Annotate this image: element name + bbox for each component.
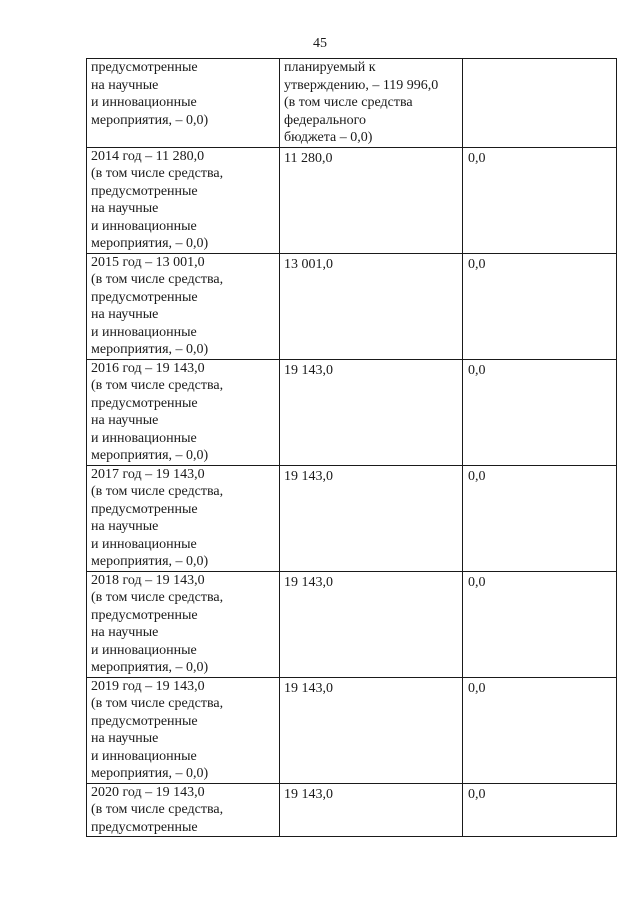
cell-text-line: на научные <box>91 731 159 746</box>
cell-text-line: 2019 год – 19 143,0 <box>91 678 205 694</box>
cell-text-line: (в том числе средства, <box>91 484 224 499</box>
cell-text-line: мероприятия, – 0,0) <box>91 342 209 357</box>
federal-budget-cell <box>463 677 617 783</box>
period-description-cell <box>87 677 280 783</box>
cell-text-line: мероприятия, – 0,0) <box>91 766 209 781</box>
amount-cell <box>280 253 463 359</box>
cell-text-line: 19 143,0 <box>284 680 333 696</box>
cell-text-line: (в том числе средства, <box>91 378 224 393</box>
cell-text-line: и инновационные <box>91 536 197 552</box>
cell-text-line: предусмотренные <box>91 395 198 411</box>
cell-text-line: мероприятия, – 0,0) <box>91 554 209 569</box>
cell-text-line: 2017 год – 19 143,0 <box>91 466 205 482</box>
cell-text-line: на научные <box>91 519 159 534</box>
cell-text-line: и инновационные <box>91 95 197 110</box>
cell-text-line: (в том числе средства <box>284 95 413 110</box>
cell-value: 0,0 <box>468 786 486 802</box>
cell-text-line: мероприятия, – 0,0) <box>91 660 209 675</box>
cell-text-line: (в том числе средства, <box>91 802 224 817</box>
cell-text-line: 11 280,0 <box>284 150 333 166</box>
period-description-cell <box>87 465 280 571</box>
federal-budget-cell <box>463 253 617 359</box>
cell-text-line: 13 001,0 <box>284 256 333 272</box>
cell-text-line: предусмотренные <box>91 60 198 75</box>
cell-text-line: на научные <box>91 413 159 428</box>
cell-text-line: планируемый к <box>284 60 376 75</box>
amount-cell <box>280 59 463 148</box>
cell-text-line: (в том числе средства, <box>91 590 224 605</box>
table-row <box>87 147 617 253</box>
cell-text-line: мероприятия, – 0,0) <box>91 236 209 251</box>
federal-budget-cell <box>463 571 617 677</box>
cell-text-line: и инновационные <box>91 430 197 446</box>
cell-text-line: 2016 год – 19 143,0 <box>91 360 205 376</box>
cell-text-line: и инновационные <box>91 324 197 340</box>
cell-text-line: федерального <box>284 112 367 128</box>
table-row <box>87 59 617 148</box>
table-row <box>87 253 617 359</box>
table-row <box>87 359 617 465</box>
page-number: 45 <box>313 36 327 51</box>
cell-text-line: и инновационные <box>91 748 197 764</box>
table-row <box>87 571 617 677</box>
amount-cell <box>280 677 463 783</box>
cell-text-line: 19 143,0 <box>284 362 333 378</box>
cell-text-line: 2015 год – 13 001,0 <box>91 254 205 270</box>
cell-text-line: предусмотренные <box>91 607 198 623</box>
cell-text-line: бюджета – 0,0) <box>284 130 373 145</box>
cell-text-line: 19 143,0 <box>284 574 333 590</box>
cell-text-line: 19 143,0 <box>284 786 333 802</box>
period-description-cell <box>87 571 280 677</box>
amount-cell <box>280 359 463 465</box>
cell-value: 0,0 <box>468 150 486 166</box>
cell-text-line: (в том числе средства, <box>91 272 224 287</box>
cell-value: 0,0 <box>468 574 486 590</box>
cell-text-line: на научные <box>91 201 159 216</box>
cell-text-line: и инновационные <box>91 218 197 234</box>
cell-text-line: предусмотренные <box>91 713 198 729</box>
federal-budget-cell <box>463 465 617 571</box>
cell-text-line: и инновационные <box>91 642 197 658</box>
cell-text-line: на научные <box>91 307 159 322</box>
cell-text-line: (в том числе средства, <box>91 696 224 711</box>
cell-text-line: (в том числе средства, <box>91 166 224 181</box>
federal-budget-cell <box>463 59 617 148</box>
federal-budget-cell <box>463 783 617 837</box>
period-description-cell <box>87 783 280 837</box>
amount-cell <box>280 465 463 571</box>
cell-text-line: предусмотренные <box>91 501 198 517</box>
cell-text-line: 2014 год – 11 280,0 <box>91 148 205 164</box>
cell-text-line: предусмотренные <box>91 289 198 305</box>
cell-text-line: 2018 год – 19 143,0 <box>91 572 205 588</box>
amount-cell <box>280 783 463 837</box>
cell-value: 0,0 <box>468 680 486 696</box>
period-description-cell <box>87 59 280 148</box>
cell-text-line: мероприятия, – 0,0) <box>91 112 209 128</box>
federal-budget-cell <box>463 147 617 253</box>
cell-text-line: на научные <box>91 77 159 93</box>
federal-budget-cell <box>463 359 617 465</box>
cell-text-line: утверждению, – 119 996,0 <box>284 77 439 93</box>
period-description-cell <box>87 253 280 359</box>
cell-value: 0,0 <box>468 256 486 272</box>
cell-value: 0,0 <box>468 362 486 378</box>
table-row <box>87 677 617 783</box>
cell-value: 0,0 <box>468 468 486 484</box>
cell-text-line: 2020 год – 19 143,0 <box>91 784 205 800</box>
cell-text-line: на научные <box>91 625 159 640</box>
funding-table <box>86 58 617 837</box>
table-row <box>87 783 617 837</box>
amount-cell <box>280 571 463 677</box>
period-description-cell <box>87 147 280 253</box>
period-description-cell <box>87 359 280 465</box>
cell-text-line: предусмотренные <box>91 183 198 199</box>
cell-text-line: мероприятия, – 0,0) <box>91 448 209 463</box>
table-row <box>87 465 617 571</box>
cell-text-line: предусмотренные <box>91 819 198 835</box>
funding-table-body <box>87 59 617 837</box>
amount-cell <box>280 147 463 253</box>
cell-text-line: 19 143,0 <box>284 468 333 484</box>
